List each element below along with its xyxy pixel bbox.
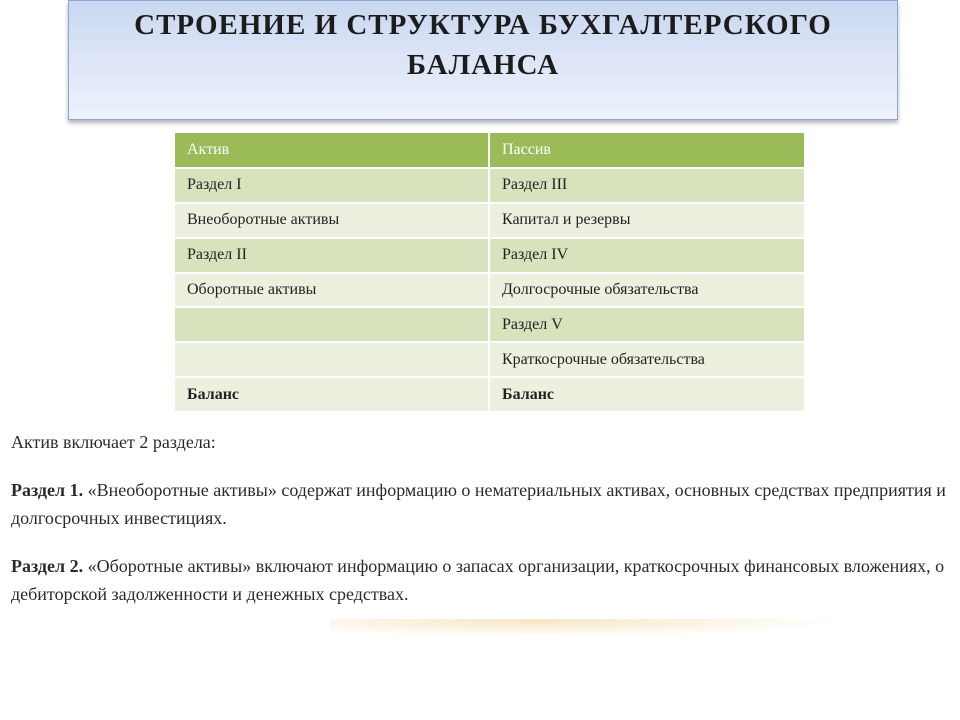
section-1-body: «Внеоборотные активы» содержат информацию о нематериальных активах, основных средствах предприятия и долгосрочных инвестициях. xyxy=(11,480,946,528)
table-row xyxy=(175,273,804,308)
table-row xyxy=(175,168,804,203)
table-cell: Раздел V xyxy=(489,307,804,342)
table-cell: Внеоборотные активы xyxy=(175,203,489,238)
decorative-swoosh xyxy=(330,619,850,637)
table-cell: Раздел II xyxy=(175,238,489,273)
table-cell: Раздел I xyxy=(175,168,489,203)
slide-title xyxy=(69,5,897,85)
table-row xyxy=(175,307,804,342)
body-text xyxy=(11,428,960,608)
balance-table xyxy=(175,133,804,413)
header-active: Актив xyxy=(175,133,489,168)
title-box xyxy=(68,0,898,120)
table-row xyxy=(175,238,804,273)
title-line-2: БАЛАНСА xyxy=(406,49,560,81)
table-total-row xyxy=(175,377,804,412)
section-1-label: Раздел 1. xyxy=(11,480,84,500)
table-cell: Краткосрочные обязательства xyxy=(489,342,804,377)
table-cell: Раздел III xyxy=(489,168,804,203)
table-cell xyxy=(175,307,489,342)
section-2-body: «Оборотные активы» включают информацию о запасах организации, краткосрочных финансовых вложениях, о дебиторской задолженности и денежных средствах. xyxy=(11,556,945,604)
intro-text: Актив включает 2 раздела: xyxy=(11,432,216,452)
table-cell: Раздел IV xyxy=(489,238,804,273)
table-cell xyxy=(175,342,489,377)
table-cell: Долгосрочные обязательства xyxy=(489,273,804,308)
table-header-row xyxy=(175,133,804,168)
section-2-label: Раздел 2. xyxy=(11,556,84,576)
table-row xyxy=(175,203,804,238)
section-2-paragraph xyxy=(11,552,960,608)
table-cell: Оборотные активы xyxy=(175,273,489,308)
total-cell-passive: Баланс xyxy=(489,377,804,412)
title-line-1: СТРОЕНИЕ И СТРУКТУРА БУХГАЛТЕРСКОГО xyxy=(134,9,832,41)
section-1-paragraph xyxy=(11,476,960,532)
total-cell-active: Баланс xyxy=(175,377,489,412)
table-row xyxy=(175,342,804,377)
table-cell: Капитал и резервы xyxy=(489,203,804,238)
header-passive: Пассив xyxy=(489,133,804,168)
